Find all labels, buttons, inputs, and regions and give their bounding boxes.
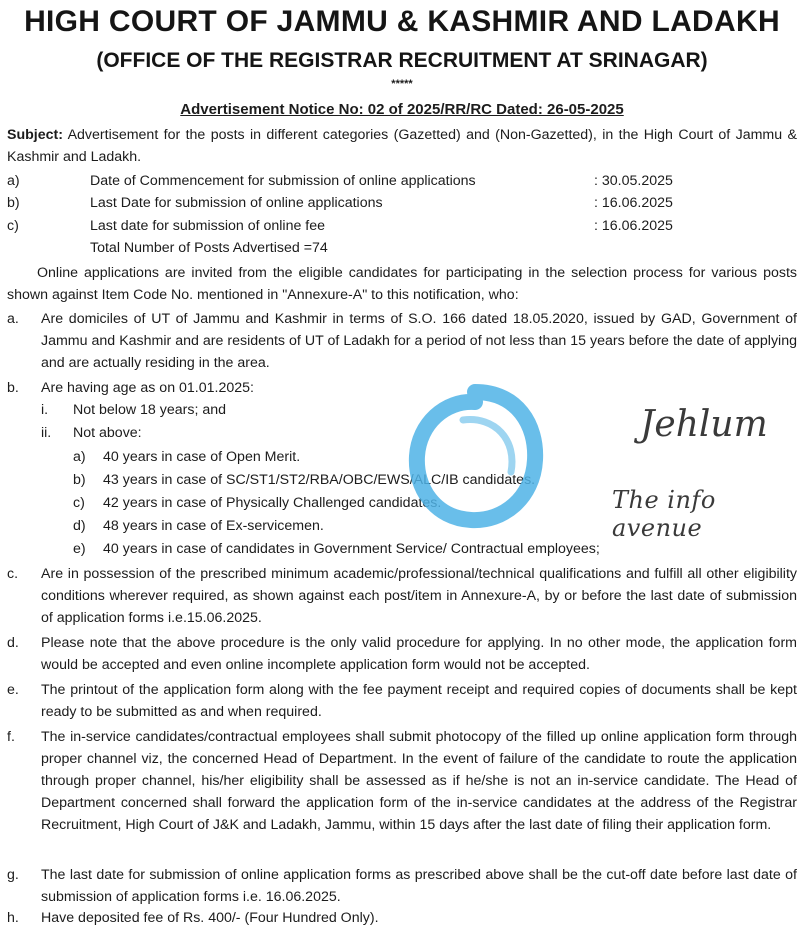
watermark-logo-text: Jehlum (640, 404, 768, 445)
sub-marker: ii. (41, 425, 52, 441)
age-limit-item (73, 446, 673, 468)
item-text: Are in possession of the prescribed minimum academic/professional/technical qualifications and fulfill all other eligibility conditions wherever required, as shown against each post/item in Annexure-A, by or before the last date of submission of application forms i.e.15.06.2025. (41, 566, 797, 626)
item-marker: f. (7, 729, 15, 745)
age-text: 40 years in case of Open Merit. (103, 449, 301, 465)
intro-paragraph: Online applications are invited from the eligible candidates for participating in the selection process for various posts shown against Item Code No. mentioned in "Annexure-A" to this notification, who: (7, 265, 797, 303)
notice-number-text: Advertisement Notice No: 02 of 2025/RR/RC Dated: 26-05-2025 (180, 101, 624, 118)
item-marker: b. (7, 380, 19, 396)
eligibility-item-b (7, 377, 797, 399)
eligibility-item-f (7, 726, 797, 858)
item-text: Please note that the above procedure is the only valid procedure for applying. In no other mode, the application form would be accepted and even online incomplete application form would not be accepted. (41, 635, 797, 673)
schedule-value: : 30.05.2025 (594, 173, 673, 189)
schedule-row (7, 192, 797, 214)
subject-label: Subject: (7, 127, 63, 143)
item-marker: c. (7, 566, 19, 582)
schedule-row (7, 215, 797, 237)
total-posts: Total Number of Posts Advertised =74 (90, 240, 328, 256)
age-limit-item (73, 515, 673, 537)
schedule-text: Date of Commencement for submission of online applications (90, 173, 476, 189)
age-marker: e) (73, 541, 86, 557)
item-marker: h. (7, 910, 19, 926)
age-condition-ii (41, 422, 441, 444)
age-limit-item (73, 538, 673, 560)
item-text: Are having age as on 01.01.2025: (41, 380, 254, 396)
eligibility-item-h (7, 907, 797, 929)
sub-text: Not below 18 years; and (73, 402, 227, 418)
item-marker: g. (7, 867, 19, 883)
eligibility-item-c (7, 563, 797, 629)
item-marker: e. (7, 682, 19, 698)
schedule-value: : 16.06.2025 (594, 195, 673, 211)
schedule-text: Last date for submission of online fee (90, 218, 326, 234)
watermark-tagline: The info avenue (612, 486, 716, 542)
age-marker: b) (73, 472, 86, 488)
item-text: Are domiciles of UT of Jammu and Kashmir in terms of S.O. 166 dated 18.05.2020, issued by GAD, Government of Jammu and Kashmir and are residents of UT of Ladakh for a period of not less than 15 years before the date of applying and are actually residing in the area. (41, 311, 797, 371)
age-text: 48 years in case of Ex-servicemen. (103, 518, 324, 534)
item-text: Have deposited fee of Rs. 400/- (Four Hundred Only). (41, 910, 379, 926)
eligibility-item-e (7, 679, 797, 723)
office-subtitle: (OFFICE OF THE REGISTRAR RECRUITMENT AT SRINAGAR) (96, 49, 708, 72)
item-marker: d. (7, 635, 19, 651)
item-marker: a. (7, 311, 19, 327)
age-text: 42 years in case of Physically Challenged candidates. (103, 495, 442, 511)
age-limit-item (73, 492, 673, 514)
schedule-label: c) (7, 218, 19, 234)
sub-marker: i. (41, 402, 49, 418)
age-condition-i (41, 399, 441, 421)
subject-paragraph (7, 124, 797, 168)
court-title: HIGH COURT OF JAMMU & KASHMIR AND LADAKH (24, 5, 780, 38)
schedule-text: Last Date for submission of online applications (90, 195, 383, 211)
age-marker: a) (73, 449, 86, 465)
eligibility-item-d (7, 632, 797, 676)
eligibility-item-g (7, 864, 797, 908)
schedule-value: : 16.06.2025 (594, 218, 673, 234)
schedule-row (7, 170, 797, 192)
separator-stars: ***** (391, 78, 413, 90)
age-marker: c) (73, 495, 85, 511)
age-limit-item (73, 469, 673, 491)
item-text: The printout of the application form along with the fee payment receipt and required copies of documents shall be kept ready to be submitted as and when required. (41, 682, 797, 720)
schedule-label: a) (7, 173, 20, 189)
item-text: The last date for submission of online application forms as prescribed above shall be the cut-off date before last date of submission of application forms i.e. 16.06.2025. (41, 867, 797, 905)
sub-text: Not above: (73, 425, 142, 441)
eligibility-item-a (7, 308, 797, 374)
notice-number (0, 101, 804, 119)
subject-text: Advertisement for the posts in different categories (Gazetted) and (Non-Gazetted), in the High Court of Jammu & Kashmir and Ladakh. (7, 127, 797, 165)
age-text: 40 years in case of candidates in Government Service/ Contractual employees; (103, 541, 600, 557)
age-marker: d) (73, 518, 86, 534)
item-text: The in-service candidates/contractual employees shall submit photocopy of the filled up online application form through proper channel viz, the concerned Head of Department. In the event of failure of the candidate to route the application through proper channel, his/her eligibility shall be assessed as if he/she is not an in-service candidate. The Head of Department concerned shall forward the application form of the in-service candidates at the address of the Registrar Recruitment, High Court of J&K and Ladakh, Jammu, within 15 days after the last date of filing their application form. (41, 729, 797, 833)
total-posts-row (7, 237, 797, 259)
age-text: 43 years in case of SC/ST1/ST2/RBA/OBC/EWS/ALC/IB candidates. (103, 472, 536, 488)
schedule-label: b) (7, 195, 20, 211)
